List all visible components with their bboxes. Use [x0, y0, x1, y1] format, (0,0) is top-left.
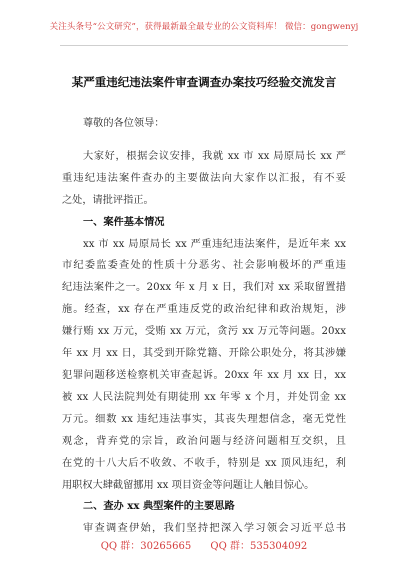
text-line: 之处，请批评指正。	[62, 194, 154, 206]
section-heading-1: 一、案件基本情况	[83, 215, 165, 228]
text-line: 大家好，根据会议安排，我就 xx 市 xx 局原局长 xx 严	[83, 150, 346, 162]
document-body	[62, 109, 346, 540]
footer-qq-group-2: QQ 群：535304092	[210, 541, 308, 552]
text-line: 纪违法案件之一。20xx 年 x 月 x 日，我们对 xx 采取留置措	[62, 282, 346, 294]
text-line: 施。经查，xx 存在严重违反党的政治纪律和政治规矩，涉	[62, 304, 346, 316]
text-line: 年 xx 月 xx 日，其受到开除党籍、开除公职处分，将其涉嫌	[62, 348, 346, 360]
text-line: 嫌行贿 xx 万元，受贿 xx 万元，贪污 xx 万元等问题。20xx	[62, 326, 346, 338]
footer-qq-group-1: QQ 群：30265665	[100, 541, 192, 552]
text-line: 在党的十八大后不收敛、不收手，特别是 xx 顶风违纪，利	[62, 457, 346, 469]
text-line: 用职权大肆截留挪用 xx 项目资金等问题让人触目惊心。	[62, 479, 315, 491]
text-line: 审查调查伊始，我们坚持把深入学习领会习近平总书	[83, 523, 346, 535]
text-line: 市纪委监委查处的性质十分恶劣、社会影响极坏的严重违	[62, 260, 346, 272]
paragraph-intro	[62, 146, 346, 212]
text-line: xx 市 xx 局原局长 xx 严重违纪违法案件，是近年来 xx	[83, 238, 346, 250]
text-line: 万元。细数 xx 违纪违法事实，其丧失理想信念，毫无党性	[62, 413, 346, 425]
text-line: 犯罪问题移送检察机关审查起诉。20xx 年 xx 月 xx 日，xx	[62, 369, 346, 381]
section-heading-2: 二、查办 xx 典型案件的主要思路	[83, 500, 235, 513]
document-title: 某严重违纪违法案件审查调查办案技巧经验交流发言	[71, 75, 337, 89]
text-line: 重违纪违法案件查办的主要做法向大家作以汇报，有不妥	[62, 172, 346, 184]
footer-contact	[0, 537, 408, 552]
text-line: 观念，背弃党的宗旨，政治问题与经济问题相互交织，且	[62, 435, 346, 447]
header-banner: 关注头条号“公文研究”，获得最新最全最专业的公文资料库！ 微信：gongwenyj	[49, 22, 359, 32]
greeting: 尊敬的各位领导：	[83, 118, 165, 129]
paragraph-case-overview	[62, 234, 346, 497]
text-line: 被 xx 人民法院判处有期徒刑 xx 年零 x 个月，并处罚金 xx	[62, 391, 346, 403]
header-divider	[60, 45, 348, 46]
